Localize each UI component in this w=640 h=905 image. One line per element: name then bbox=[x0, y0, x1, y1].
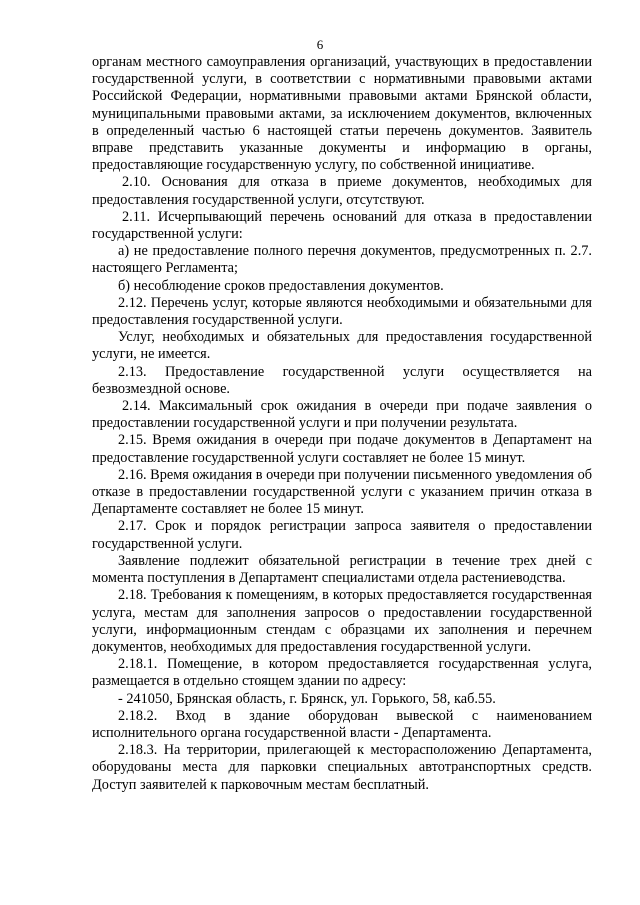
paragraph: 2.18.1. Помещение, в котором предоставляется государственная услуга, размещается в отдельно стоящем здании по адресу: bbox=[92, 656, 592, 690]
paragraph: а) не предоставление полного перечня документов, предусмотренных п. 2.7. настоящего Регламента; bbox=[92, 243, 592, 277]
paragraph: органам местного самоуправления организаций, участвующих в предоставлении государственной услуги, в соответствии с нормативными правовыми актами Российской Федерации, нормативными правовыми актами Брянской области, муниципальными правовыми актами, за исключением документов, включенных в определенный частью 6 настоящей статьи перечень документов. Заявитель вправе представить указанные документы и информацию в органы, предоставляющие государственную услугу, по собственной инициативе. bbox=[92, 54, 592, 174]
paragraph: 2.14. Максимальный срок ожидания в очереди при подаче заявления о предоставлении государственной услуги и при получении результата. bbox=[92, 398, 592, 432]
paragraph: 2.16. Время ожидания в очереди при получении письменного уведомления об отказе в предоставлении государственной услуги с указанием причин отказа в Департаменте составляет не более 15 минут. bbox=[92, 466, 592, 518]
paragraph: Услуг, необходимых и обязательных для предоставления государственной услуги, не имеется. bbox=[92, 329, 592, 363]
paragraph: б) несоблюдение сроков предоставления документов. bbox=[118, 277, 444, 294]
paragraph: 2.18.2. Вход в здание оборудован вывеской с наименованием исполнительного органа государственной власти - Департамента. bbox=[92, 707, 592, 741]
paragraph: 2.13. Предоставление государственной услуги осуществляется на безвозмездной основе. bbox=[92, 363, 592, 397]
paragraph: 2.18. Требования к помещениям, в которых предоставляется государственная услуга, местам для заполнения запросов о предоставлении государственной услуги, информационным стендам с образцами их заполнения и перечнем документов, необходимых для предоставления государственной услуги. bbox=[92, 587, 592, 655]
document-body bbox=[92, 54, 592, 794]
paragraph: - 241050, Брянская область, г. Брянск, ул. Горького, 58, каб.55. bbox=[118, 690, 496, 707]
paragraph: Заявление подлежит обязательной регистрации в течение трех дней с момента поступления в Департамент специалистами отдела растениеводства. bbox=[92, 552, 592, 587]
paragraph: 2.18.3. На территории, прилегающей к месторасположению Департамента, оборудованы места для парковки специальных автотранспортных средств. Доступ заявителей к парковочным местам бесплатный. bbox=[92, 742, 592, 793]
page-number: 6 bbox=[316, 37, 324, 52]
paragraph: 2.12. Перечень услуг, которые являются необходимыми и обязательными для предоставления государственной услуги. bbox=[92, 294, 592, 329]
paragraph: 2.15. Время ожидания в очереди при подаче документов в Департамент на предоставление государственной услуги составляет не более 15 минут. bbox=[92, 432, 592, 466]
paragraph: 2.17. Срок и порядок регистрации запроса заявителя о предоставлении государственной услуги. bbox=[92, 518, 592, 552]
paragraph: 2.11. Исчерпывающий перечень оснований для отказа в предоставлении государственной услуги: bbox=[92, 208, 592, 243]
paragraph: 2.10. Основания для отказа в приеме документов, необходимых для предоставления государственной услуги, отсутствуют. bbox=[92, 174, 592, 208]
